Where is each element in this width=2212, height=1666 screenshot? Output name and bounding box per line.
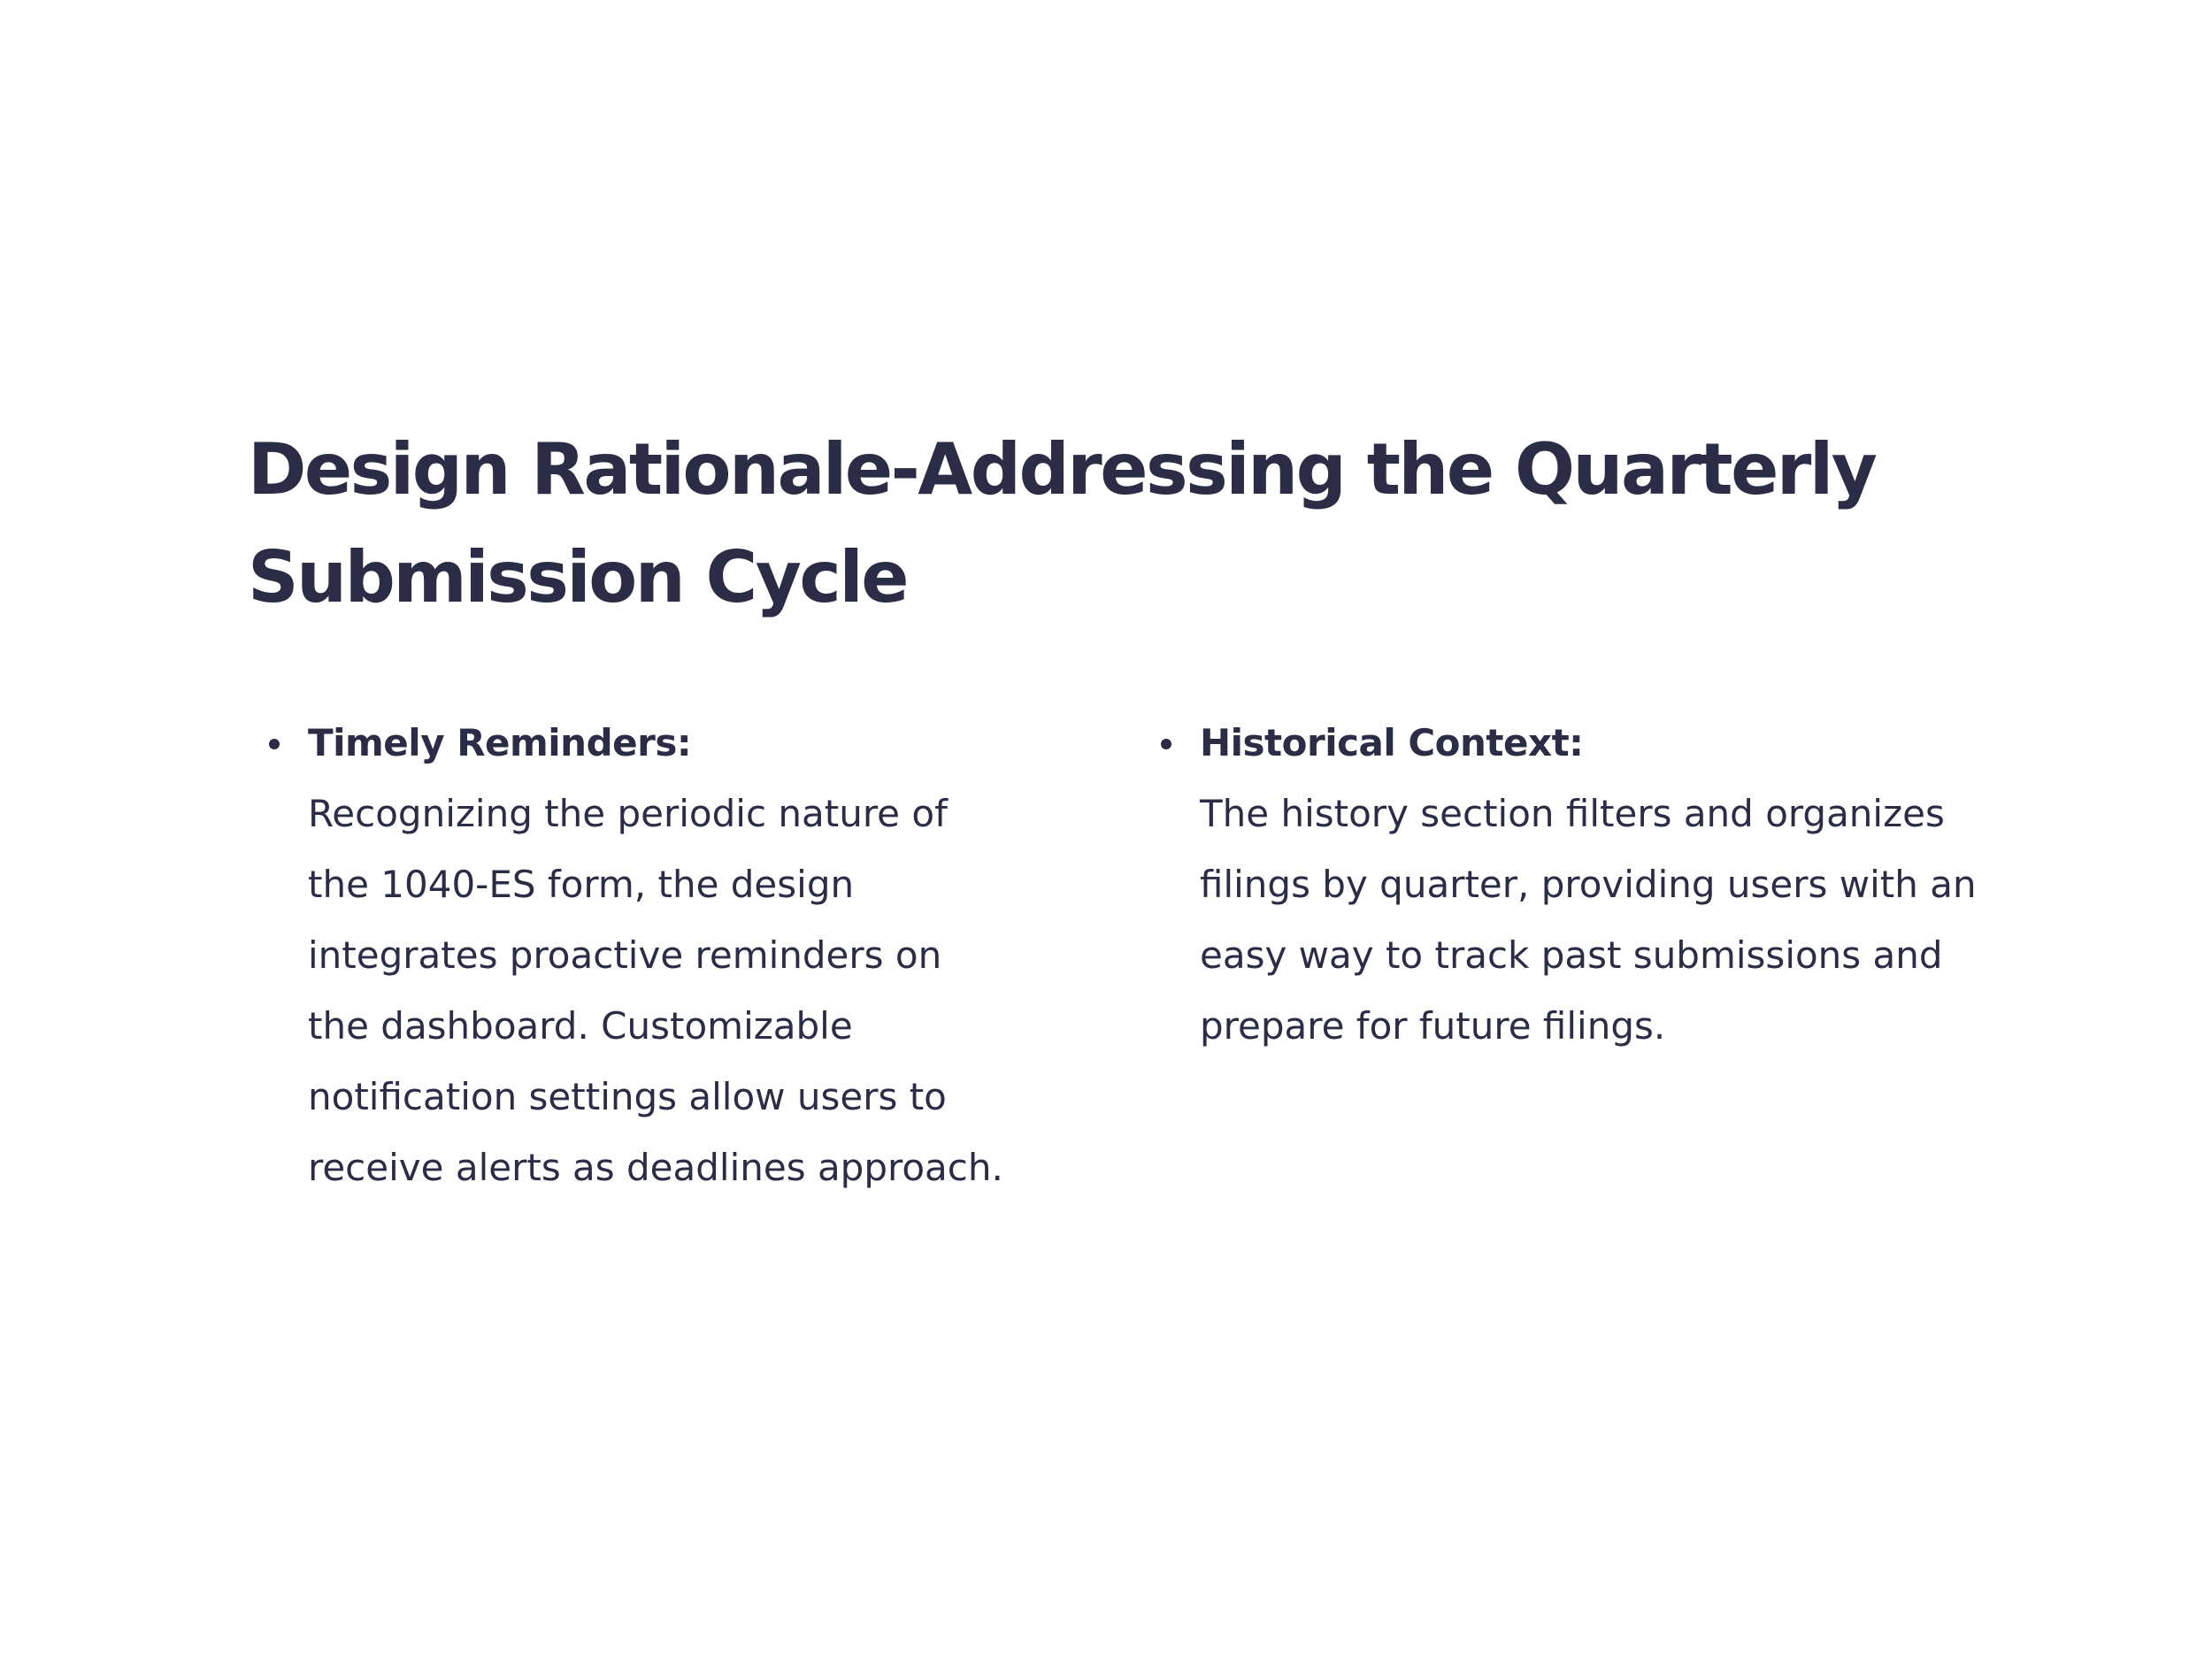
left-column [265, 708, 1009, 1203]
bullet-item-body: Recognizing the periodic nature of the 1040-ES form, the design integrates proactive reminders on the dashboard. Customizable notification settings allow users to receive alerts as deadlines approach. [308, 792, 1003, 1189]
slide-title: Design Rationale-Addressing the Quarterly Submission Cycle [248, 428, 1876, 618]
bullet-list-left [265, 708, 1009, 1203]
bullet-item-timely-reminders [265, 708, 1009, 1203]
bullet-item-heading: Historical Context: [1200, 721, 1584, 764]
bullet-item-heading: Timely Reminders: [308, 721, 692, 764]
bullet-dot-icon [269, 739, 280, 749]
bullet-item-historical-context [1157, 708, 1989, 1062]
bullet-item-body: The history section filters and organizes filings by quarter, providing users with an easy way to track past submissions and prepare for future filings. [1200, 792, 1977, 1048]
bullet-list-right [1157, 708, 1989, 1062]
right-column [1157, 708, 1989, 1062]
bullet-dot-icon [1161, 739, 1171, 749]
